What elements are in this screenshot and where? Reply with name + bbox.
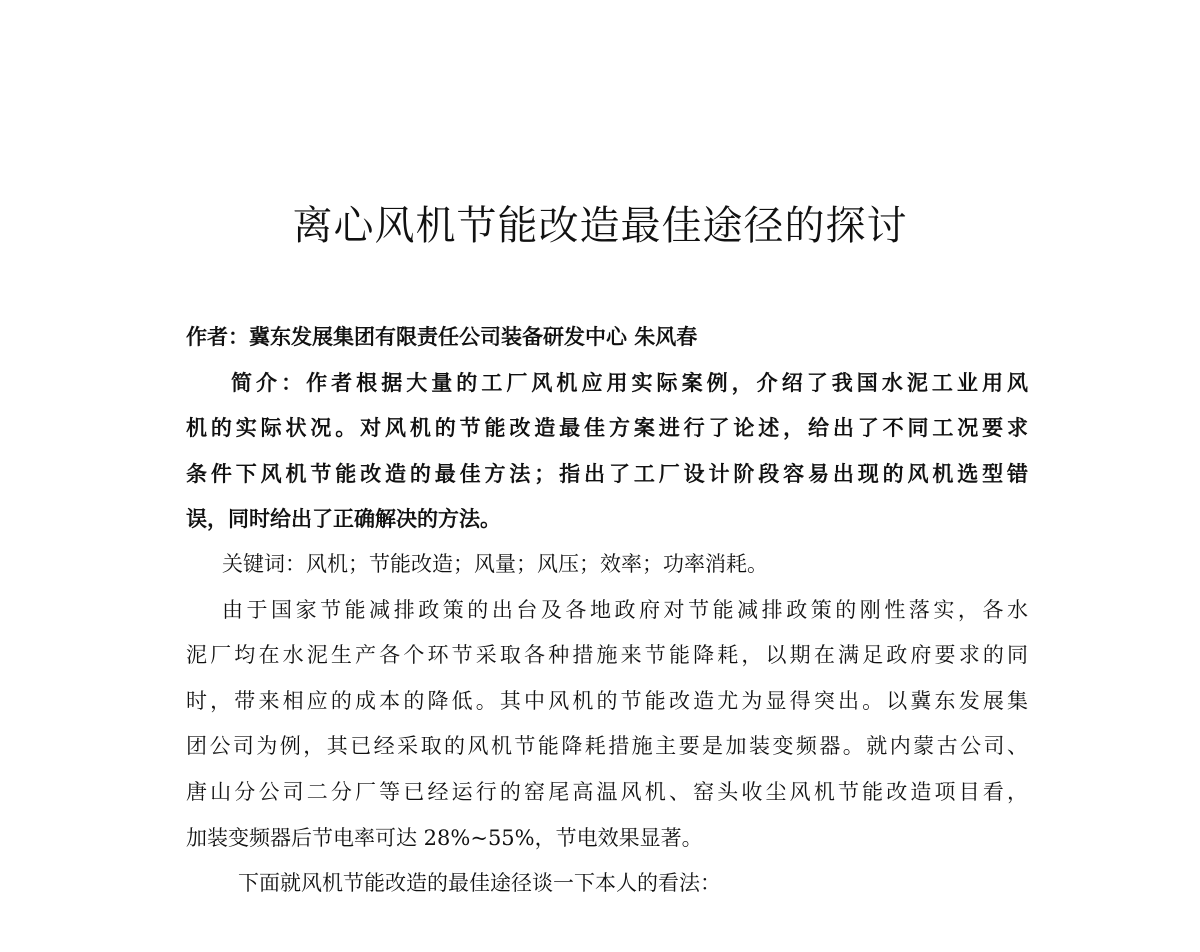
body-line: 加装变频器后节电率可达 28%~55%，节电效果显著。 [186,825,703,850]
document-body [186,314,1028,907]
abstract-paragraph [186,360,1028,542]
body-line: 由于国家节能减排政策的出台及各地政府对节能减排政策的刚性落实，各水 [222,597,1028,622]
author-line: 作者：冀东发展集团有限责任公司装备研发中心 朱风春 [186,324,698,349]
keywords-line: 关键词：风机；节能改造；风量；风压；效率；功率消耗。 [222,551,768,576]
closing-line: 下面就风机节能改造的最佳途径谈一下本人的看法： [238,871,721,896]
abstract-line: 误，同时给出了正确解决的方法。 [186,506,501,532]
body-line: 团公司为例，其已经采取的风机节能降耗措施主要是加装变频器。就内蒙古公司、 [186,734,1028,759]
abstract-line: 条件下风机节能改造的最佳方法；指出了工厂设计阶段容易出现的风机选型错 [186,460,1028,486]
body-paragraph [186,588,1028,862]
body-line: 泥厂均在水泥生产各个环节采取各种措施来节能降耗，以期在满足政府要求的同 [186,643,1028,668]
body-line: 唐山分公司二分厂等已经运行的窑尾高温风机、窑头收尘风机节能改造项目看， [186,779,1028,804]
abstract-line: 简介：作者根据大量的工厂风机应用实际案例，介绍了我国水泥工业用风 [231,369,1028,395]
document-title: 离心风机节能改造最佳途径的探讨 [292,203,908,249]
abstract-line: 机的实际状况。对风机的节能改造最佳方案进行了论述，给出了不同工况要求 [186,415,1028,441]
body-line: 时，带来相应的成本的降低。其中风机的节能改造尤为显得突出。以冀东发展集 [186,688,1028,713]
